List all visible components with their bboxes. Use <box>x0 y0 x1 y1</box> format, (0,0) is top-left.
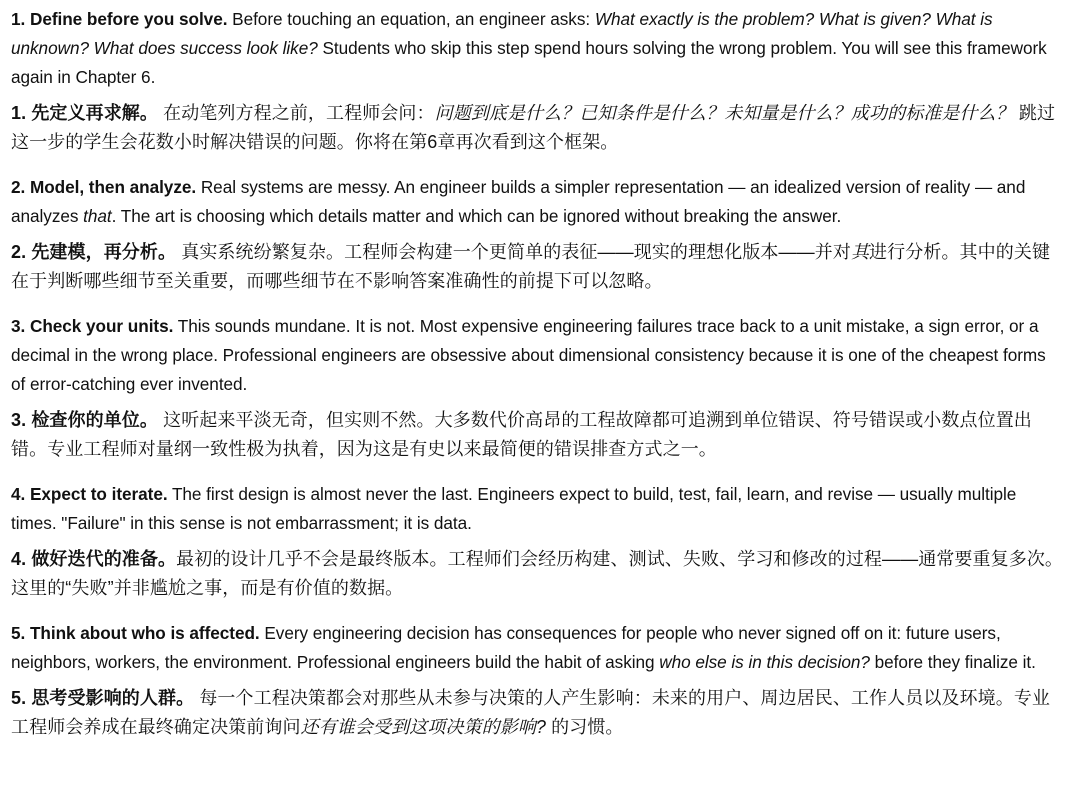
principle-text: 在动笔列方程之前，工程师会问： <box>158 103 435 123</box>
principle-heading: 3. 检查你的单位。 <box>11 410 159 430</box>
principle-emphasis: 还有谁会受到这项决策的影响? <box>300 717 547 737</box>
principle-text: Students who skip this step spend hours solving the wrong problem. You will see this framework again in Chapter 6. <box>11 38 1047 87</box>
principle-text: 的习惯。 <box>546 717 624 737</box>
principle-heading: 4. 做好迭代的准备。 <box>11 549 177 569</box>
principle-text: Before touching an equation, an engineer asks: <box>227 9 595 29</box>
principle-heading: 5. 思考受影响的人群。 <box>11 688 195 708</box>
principle-emphasis: that <box>83 206 112 226</box>
principle-text: 进行分析。其中的关键在于判断哪些细节至关重要，而哪些细节在不影响答案准确性的前提下可以忽略。 <box>11 242 1051 291</box>
principle-4-en <box>11 480 1064 538</box>
principle-5-zh <box>11 684 1064 742</box>
principle-emphasis: 其 <box>850 242 870 262</box>
principle-3-en <box>11 312 1064 399</box>
principle-heading: 4. Expect to iterate. <box>11 484 168 504</box>
principle-text: before they finalize it. <box>869 652 1036 672</box>
principle-2 <box>11 173 1064 296</box>
principle-2-zh <box>11 238 1064 296</box>
principle-emphasis: who else is in this decision? <box>659 652 870 672</box>
principle-1-en <box>11 5 1064 92</box>
principle-text: This sounds mundane. It is not. Most expensive engineering failures trace back to a unit mistake, a sign error, or a decimal in the wrong place. Professional engineers are obsessive about dimensional consistency because it is one of the cheapest forms of error-catching ever invented. <box>11 316 1046 394</box>
principle-text: The first design is almost never the last. Engineers expect to build, test, fail, learn, and revise — usually multiple times. "Failure" in this sense is not embarrassment; it is data. <box>11 484 1017 533</box>
principle-text: 真实系统纷繁复杂。工程师会构建一个更简单的表征——现实的理想化版本——并对 <box>176 242 851 262</box>
principle-1-zh <box>11 99 1064 157</box>
principle-heading: 2. Model, then analyze. <box>11 177 197 197</box>
principle-emphasis: What exactly is the problem? What is given? What is unknown? What does success look like? <box>11 9 993 58</box>
principle-4 <box>11 480 1064 603</box>
principle-heading: 3. Check your units. <box>11 316 174 336</box>
principle-heading: 1. 先定义再求解。 <box>11 103 159 123</box>
principle-text: Every engineering decision has consequences for people who never signed off on it: future users, neighbors, workers, the environment. Professional engineers build the habit of asking <box>11 623 1001 672</box>
principle-text: 这听起来平淡无奇，但实则不然。大多数代价高昂的工程故障都可追溯到单位错误、符号错误或小数点位置出错。专业工程师对量纲一致性极为执着，因为这是有史以来最简便的错误排查方式之一。 <box>11 410 1032 459</box>
principle-5 <box>11 619 1064 742</box>
principle-heading: 5. Think about who is affected. <box>11 623 260 643</box>
principle-text: 每一个工程决策都会对那些从未参与决策的人产生影响：未来的用户、周边居民、工作人员以及环境。专业工程师会养成在最终确定决策前询问 <box>11 688 1051 737</box>
principle-text: 最初的设计几乎不会是最终版本。工程师们会经历构建、测试、失败、学习和修改的过程——通常要重复多次。这里的“失败”并非尴尬之事，而是有价值的数据。 <box>11 549 1064 598</box>
principle-2-en <box>11 173 1064 231</box>
principle-4-zh <box>11 545 1064 603</box>
principle-heading: 2. 先建模，再分析。 <box>11 242 177 262</box>
principle-1 <box>11 5 1064 157</box>
principle-text: Real systems are messy. An engineer builds a simpler representation — an idealized version of reality — and analyzes <box>11 177 1026 226</box>
principle-text: 跳过这一步的学生会花数小时解决错误的问题。你将在第6章再次看到这个框架。 <box>11 103 1056 152</box>
principle-3-zh <box>11 406 1064 464</box>
principle-heading: 1. Define before you solve. <box>11 9 228 29</box>
principle-emphasis: 问题到底是什么？已知条件是什么？未知量是什么？成功的标准是什么？ <box>434 103 1014 123</box>
principle-3 <box>11 312 1064 464</box>
principle-5-en <box>11 619 1064 677</box>
principle-text: . The art is choosing which details matter and which can be ignored without breaking the answer. <box>111 206 842 226</box>
